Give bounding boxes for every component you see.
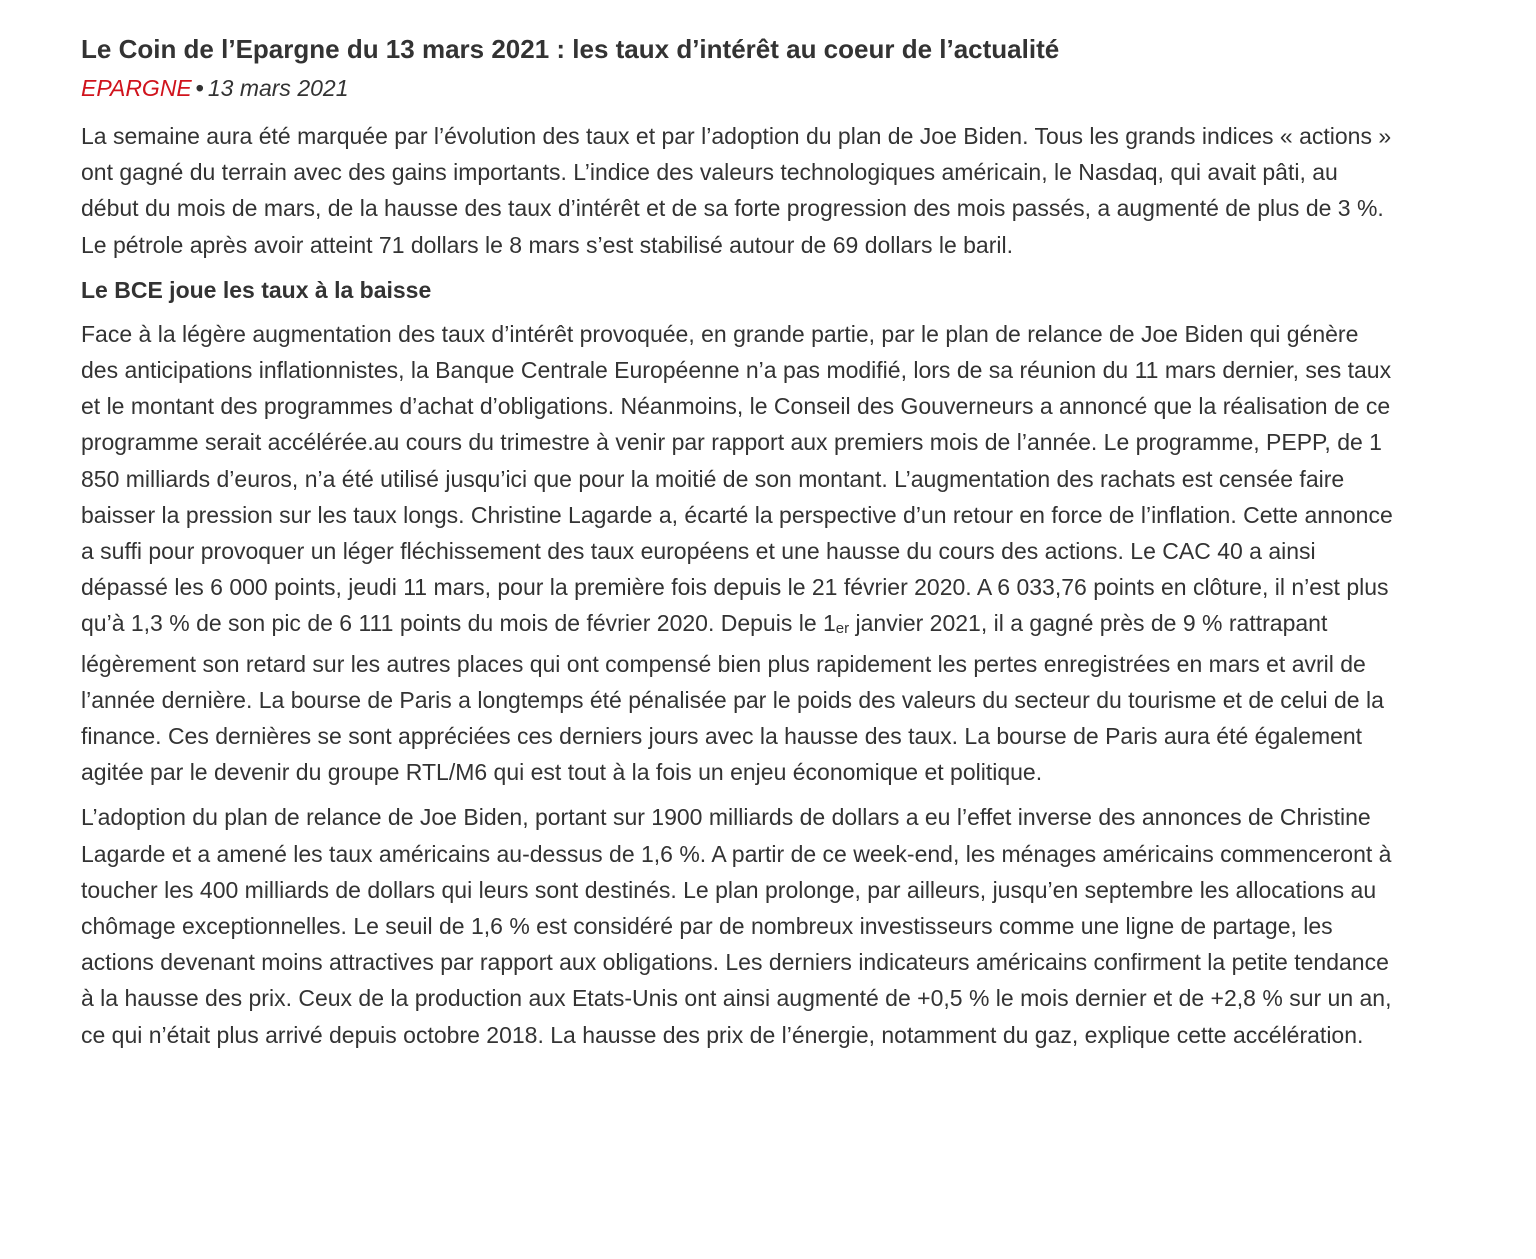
paragraph-text: janvier 2021, il a gagné près de 9 % rattrapant légèrement son retard sur les autres places qui ont compensé bien plus rapidement les pertes enregistrées en mars et avril de l’année dernière. La bourse de Paris a longtemps été pénalisée par le poids des valeurs du secteur du tourisme et de celui de la finance. Ces dernières se sont appréciées ces derniers jours avec la hausse des taux. La bourse de Paris aura été également agitée par le devenir du groupe RTL/M6 qui est tout à la fois un enjeu économique et politique. <box>81 610 1384 786</box>
article-title: Le Coin de l’Epargne du 13 mars 2021 : les taux d’intérêt au coeur de l’actualité <box>81 34 1060 64</box>
article <box>81 28 1401 1062</box>
ordinal-suffix: er <box>835 620 850 638</box>
intro-paragraph: La semaine aura été marquée par l’évolution des taux et par l’adoption du plan de Joe Biden. Tous les grands indices « actions » ont gagné du terrain avec des gains importants. L’indice des valeurs technologiques américain, le Nasdaq, qui avait pâti, au début du mois de mars, de la hausse des taux d’intérêt et de sa forte progression des mois passés, a augmenté de plus de 3 %. Le pétrole après avoir atteint 71 dollars le 8 mars s’est stabilisé autour de 69 dollars le baril. <box>81 123 1392 258</box>
meta-separator: • <box>195 75 204 101</box>
section-paragraph-1 <box>81 316 1401 791</box>
article-meta <box>81 70 1401 106</box>
section-heading: Le BCE joue les taux à la baisse <box>81 276 432 303</box>
article-date: 13 mars 2021 <box>207 75 349 101</box>
paragraph-text: Face à la légère augmentation des taux d’intérêt provoquée, en grande partie, par le plan de relance de Joe Biden qui génère des anticipations inflationnistes, la Banque Centrale Européenne n’a pas modifié, lors de sa réunion du 11 mars dernier, ses taux et le montant des programmes d’achat d’obligations. Néanmoins, le Conseil des Gouverneurs a annoncé que la réalisation de ce programme serait accélérée.au cours du trimestre à venir par rapport aux premiers mois de l’année. Le programme, PEPP, de 1 850 milliards d’euros, n’a été utilisé jusqu’ici que pour la moitié de son montant. L’augmentation des rachats est censée faire baisser la pression sur les taux longs. Christine Lagarde a, écarté la perspective d’un retour en force de l’inflation. Cette annonce a suffi pour provoquer un léger fléchissement des taux européens et une hausse du cours des actions. Le CAC 40 a ainsi dépassé les 6 000 points, jeudi 11 mars, pour la première fois depuis le 21 février 2020. A 6 033,76 points en clôture, il n’est plus qu’à 1,3 % de son pic de 6 111 points du mois de février 2020. Depuis le 1 <box>81 320 1393 637</box>
section-paragraph-2: L’adoption du plan de relance de Joe Biden, portant sur 1900 milliards de dollars a eu l’effet inverse des annonces de Christine Lagarde et a amené les taux américains au-dessus de 1,6 %. A partir de ce week-end, les ménages américains commenceront à toucher les 400 milliards de dollars qui leurs sont destinés. Le plan prolonge, par ailleurs, jusqu’en septembre les allocations au chômage exceptionnelles. Le seuil de 1,6 % est considéré par de nombreux investisseurs comme une ligne de partage, les actions devenant moins attractives par rapport aux obligations. Les derniers indicateurs américains confirment la petite tendance à la hausse des prix. Ceux de la production aux Etats-Unis ont ainsi augmenté de +0,5 % le mois dernier et de +2,8 % sur un an, ce qui n’était plus arrivé depuis octobre 2018. La hausse des prix de l’énergie, notamment du gaz, explique cette accélération. <box>81 804 1392 1048</box>
category-link[interactable]: EPARGNE <box>81 75 192 101</box>
